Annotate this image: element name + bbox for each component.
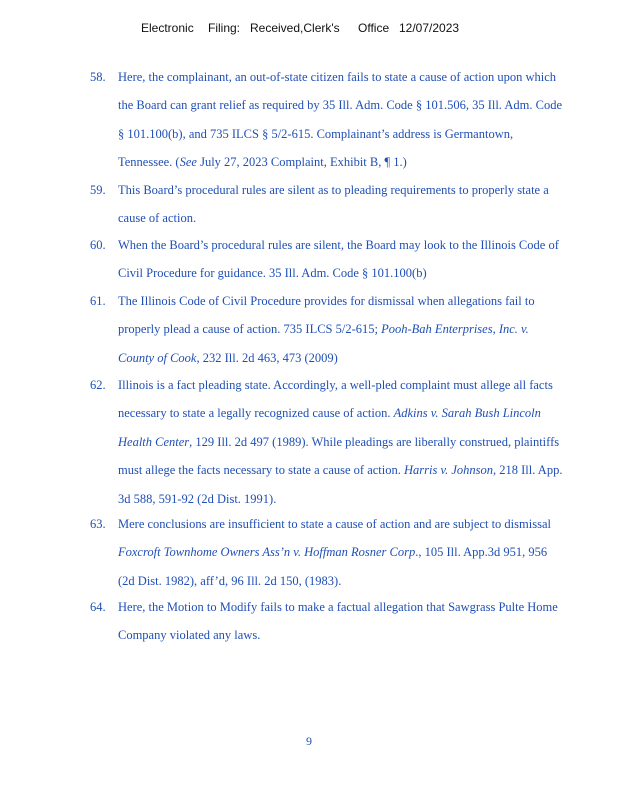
header-filing: Filing:	[208, 21, 241, 35]
paragraph-line	[118, 322, 529, 337]
paragraph-line	[118, 98, 562, 113]
line-text: , 232 Ill. 2d 463, 473 (2009)	[196, 350, 338, 365]
paragraph-number: 62.	[90, 378, 106, 392]
paragraph-number: 61.	[90, 294, 106, 308]
line-text: 3d 588, 591-92 (2d Dist. 1991).	[118, 491, 277, 506]
citation-text: Harris v. Johnson	[404, 463, 494, 478]
line-text: Here, the Motion to Modify fails to make a factual allegation that Sawgrass Pulte Home	[118, 600, 558, 614]
line-text: cause of action.	[118, 211, 197, 226]
paragraph-line	[118, 238, 559, 253]
paragraph-line	[118, 127, 513, 142]
header-date: 12/07/2023	[399, 21, 460, 35]
line-text: , 218 Ill. App.	[493, 463, 563, 478]
paragraph-line	[118, 545, 547, 560]
line-text: § 101.100(b), and 735 ILCS § 5/2-615. Complainant’s address is Germantown,	[118, 126, 514, 141]
paragraph-number: 59.	[90, 183, 106, 197]
line-text: necessary to state a legally recognized cause of action.	[118, 406, 394, 421]
header-office: Office	[358, 21, 390, 35]
citation-text: County of Cook	[118, 350, 197, 365]
line-text: the Board can grant relief as required by 35 Ill. Adm. Code § 101.506, 35 Ill. Adm. Code	[118, 98, 563, 113]
paragraph-line	[118, 574, 341, 589]
paragraph-line	[118, 266, 427, 281]
paragraph-line	[118, 155, 407, 170]
line-text: Here, the complainant, an out-of-state citizen fails to state a cause of action upon which	[118, 70, 557, 84]
citation-text: See	[179, 155, 197, 170]
paragraph-line	[118, 463, 562, 478]
paragraph-number: 64.	[90, 600, 106, 614]
paragraph-line	[118, 294, 535, 309]
header-electronic: Electronic	[141, 21, 194, 35]
line-text: ., 105 Ill. App.3d 951, 956	[415, 545, 548, 560]
paragraph-line	[118, 351, 338, 366]
line-text: Civil Procedure for guidance. 35 Ill. Adm. Code § 101.100(b)	[118, 266, 427, 281]
paragraph-number: 63.	[90, 517, 106, 531]
paragraph-line	[118, 183, 549, 198]
paragraph-line	[118, 600, 558, 615]
line-text: Company violated any laws.	[118, 628, 261, 643]
paragraph-number: 60.	[90, 238, 106, 252]
paragraph-line	[118, 628, 260, 643]
paragraph-line	[118, 492, 276, 507]
paragraph-number: 58.	[90, 70, 106, 84]
line-text: properly plead a cause of action. 735 ILCS 5/2-615;	[118, 322, 382, 337]
line-text: Tennessee. (	[118, 155, 180, 170]
line-text: This Board’s procedural rules are silent as to pleading requirements to properly state a	[118, 183, 549, 197]
paragraph-line	[118, 70, 556, 85]
paragraph-line	[118, 517, 551, 532]
citation-text: Pooh-Bah Enterprises, Inc. v.	[381, 322, 529, 337]
line-text: When the Board’s procedural rules are silent, the Board may look to the Illinois Code of	[118, 238, 559, 252]
line-text: must allege the facts necessary to state a cause of action.	[118, 463, 404, 478]
citation-text: Adkins v. Sarah Bush Lincoln	[393, 406, 541, 421]
page-number: 9	[306, 734, 312, 748]
paragraph-line	[118, 435, 559, 450]
paragraph-line	[118, 406, 541, 421]
line-text: July 27, 2023 Complaint, Exhibit B, ¶ 1.)	[196, 155, 407, 170]
line-text: (2d Dist. 1982), aff’d, 96 Ill. 2d 150, (1983).	[118, 573, 342, 588]
citation-text: Foxcroft Townhome Owners Ass’n v. Hoffman Rosner Corp	[118, 545, 416, 560]
citation-text: Health Center	[118, 434, 190, 449]
line-text: , 129 Ill. 2d 497 (1989). While pleadings are liberally construed, plaintiffs	[189, 434, 560, 449]
line-text: Mere conclusions are insufficient to state a cause of action and are subject to dismissal	[118, 517, 551, 531]
paragraph-line	[118, 378, 553, 393]
paragraph-line	[118, 211, 196, 226]
line-text: The Illinois Code of Civil Procedure provides for dismissal when allegations fail to	[118, 294, 535, 308]
line-text: Illinois is a fact pleading state. Accordingly, a well-pled complaint must allege all facts	[118, 378, 553, 392]
header-received: Received,Clerk's	[250, 21, 340, 35]
